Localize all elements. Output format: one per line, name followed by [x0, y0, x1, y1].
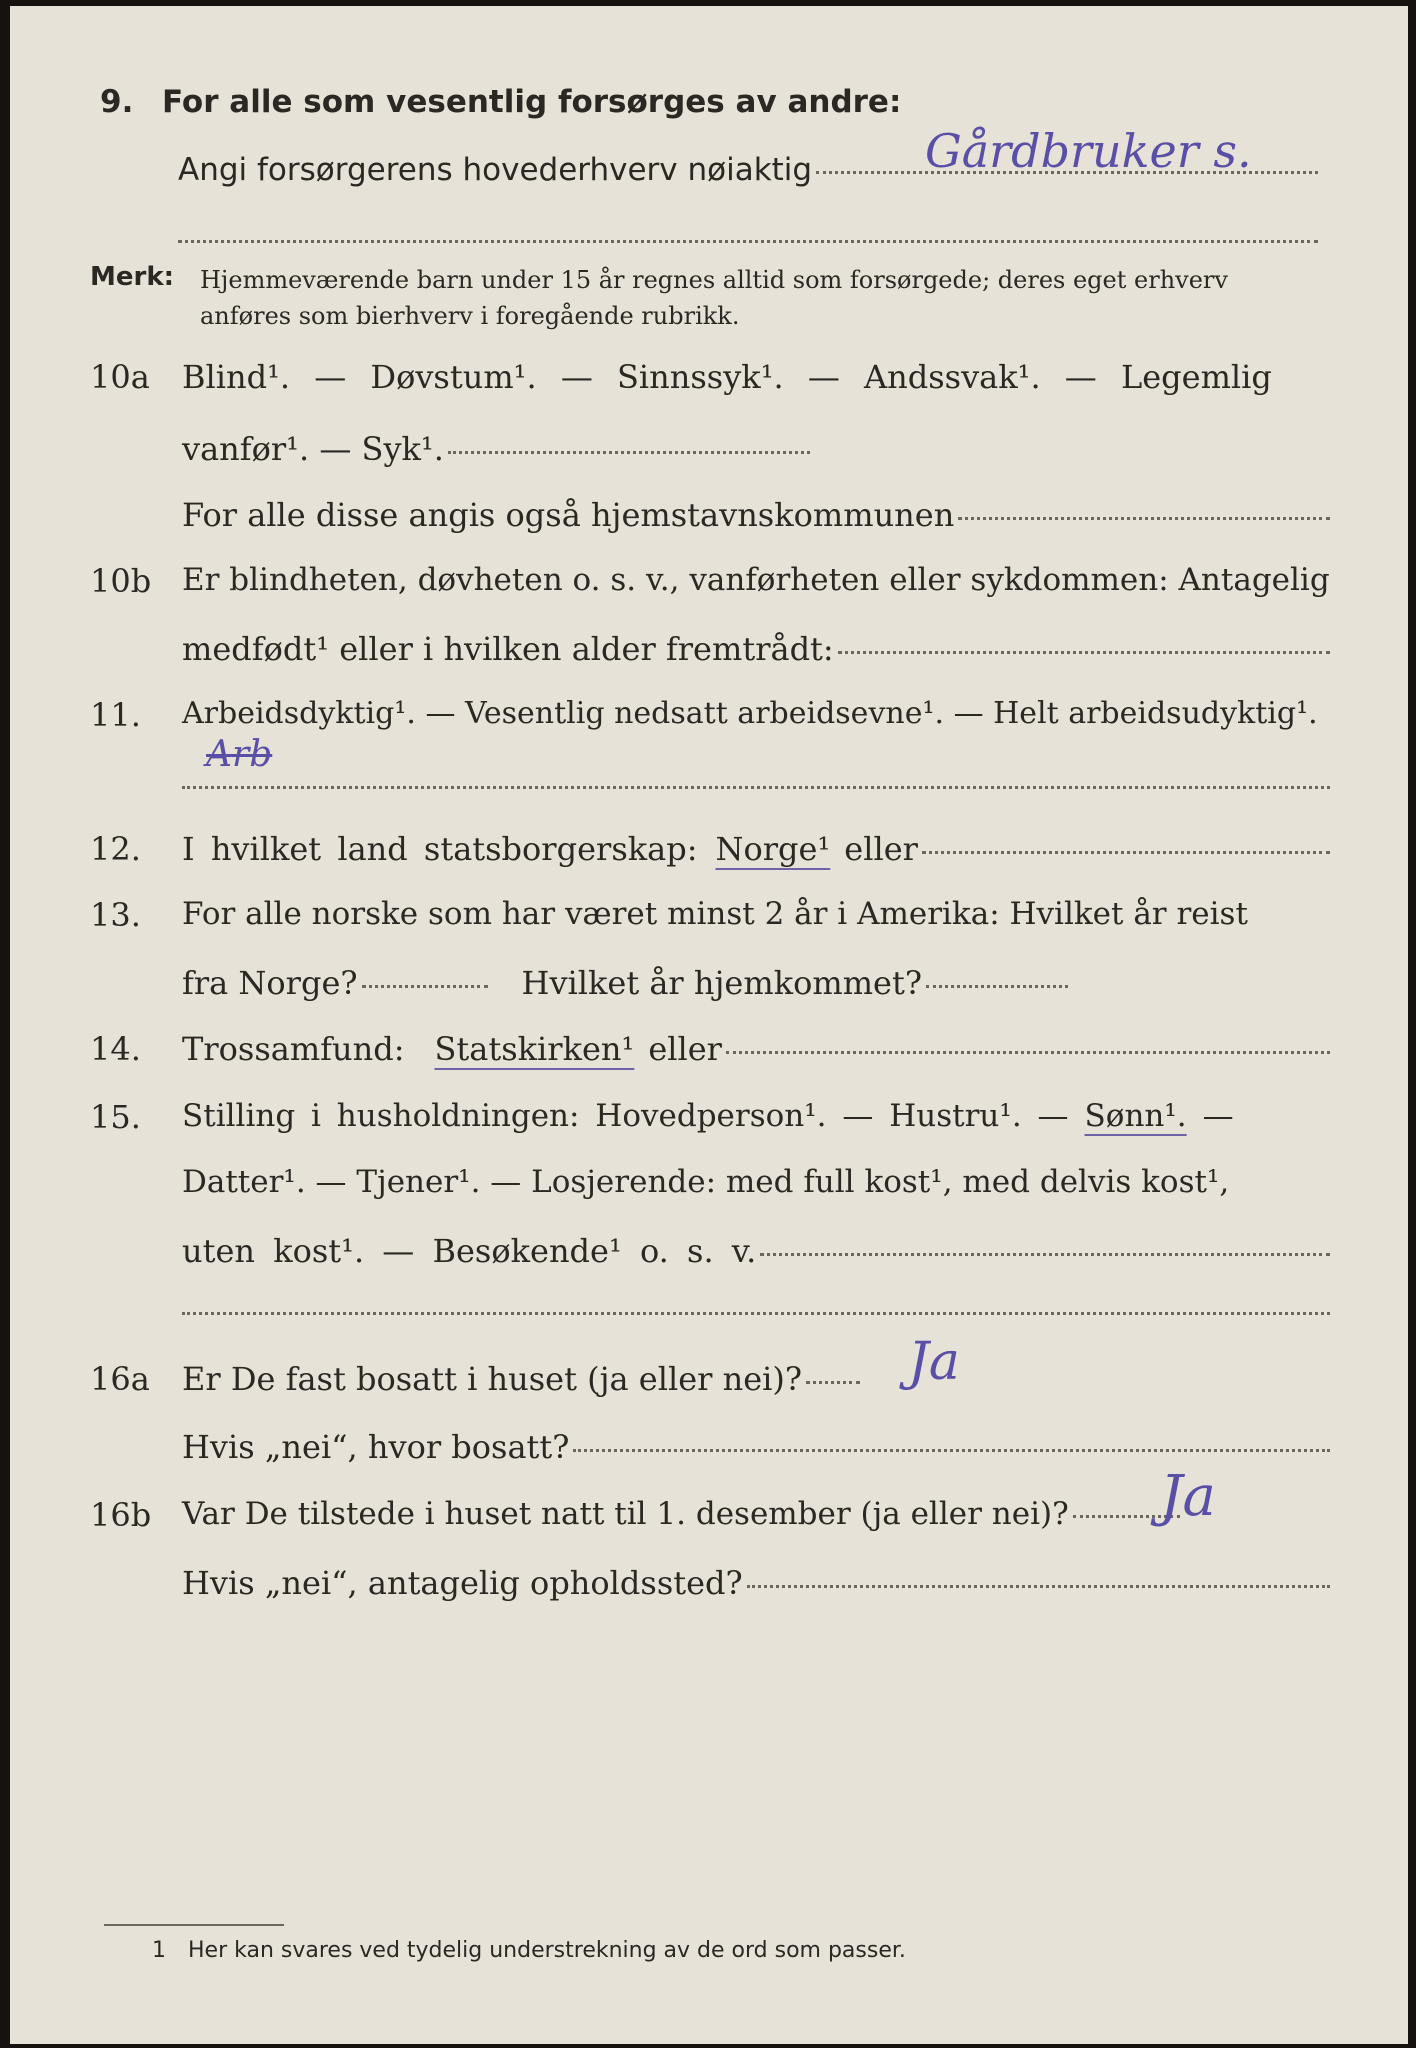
q16b-whereabouts: Hvis „nei“, antagelig opholdssted? — [182, 1564, 743, 1602]
q14-row — [10, 1030, 1330, 1068]
q15-dash: — — [1202, 1098, 1234, 1134]
q15-options-cont: uten kost¹. — Besøkende¹ o. s. v. — [182, 1232, 757, 1270]
q12-number: 12. — [90, 830, 141, 868]
q10b-question: Er blindheten, døvheten o. s. v., vanførheten eller sykdommen: Antagelig — [182, 562, 1330, 598]
q9-extra-line — [178, 240, 1318, 243]
q16a-where: Hvis „nei“, hvor bosatt? — [182, 1428, 570, 1466]
q15-number: 15. — [90, 1098, 141, 1136]
census-form-page — [10, 6, 1408, 2044]
q10a-options-cont: vanfør¹. — Syk¹. — [182, 430, 444, 468]
footnote — [10, 1938, 1408, 1963]
q16a-row1 — [10, 1360, 860, 1398]
q16b-whereabouts-line — [747, 1585, 1330, 1588]
q15-answer-line — [760, 1253, 1330, 1256]
q13-number: 13. — [90, 896, 141, 934]
q14-number: 14. — [90, 1030, 141, 1068]
q14-question: Trossamfund: — [182, 1030, 405, 1068]
q9-heading: For alle som vesentlig forsørges av andre: — [162, 84, 902, 120]
footnote-mark: 1 — [152, 1938, 166, 1963]
q12-row — [10, 830, 1330, 868]
q12-question: I hvilket land statsborgerskap: — [182, 830, 698, 868]
q10a-row2 — [10, 430, 810, 468]
q9-number: 9. — [100, 84, 134, 120]
q16a-row2 — [10, 1428, 1330, 1466]
q16a-answer-line — [806, 1381, 860, 1384]
q13-row2 — [10, 964, 1408, 1002]
q16a-question: Er De fast bosatt i huset (ja eller nei)? — [182, 1360, 803, 1398]
q11-row1 — [10, 696, 1408, 734]
q13-departed-line — [362, 985, 488, 988]
q16b-row1 — [10, 1496, 1180, 1532]
q12-option-norge: Norge¹ — [715, 830, 831, 868]
q10b-question-cont: medfødt¹ eller i hvilken alder fremtrådt: — [182, 630, 834, 668]
footnote-text: Her kan svares ved tydelig understrekning av de ord som passer. — [188, 1938, 906, 1963]
q15-row1 — [10, 1098, 1408, 1134]
q13-returned: Hvilket år hjemkommet? — [521, 964, 922, 1002]
q16b-question: Var De tilstede i huset natt til 1. desember (ja eller nei)? — [182, 1496, 1069, 1532]
q9-question: Angi forsørgerens hovederhverv nøiaktig — [178, 152, 813, 188]
q13-row1 — [10, 896, 1408, 932]
q11-options: Arbeidsdyktig¹. — Vesentlig nedsatt arbeidsevne¹. — Helt arbeidsudyktig¹. — [182, 696, 1318, 731]
q16b-number: 16b — [90, 1496, 152, 1534]
q12-suffix: eller — [844, 830, 918, 868]
q16a-number: 16a — [90, 1360, 150, 1398]
q11-handwritten-mark: Arb — [206, 734, 273, 775]
q16a-handwritten-answer: Ja — [908, 1332, 960, 1392]
q13-question: For alle norske som har været minst 2 år i Amerika: Hvilket år reist — [182, 896, 1248, 932]
q9-handwritten-answer: Gårdbruker s. — [925, 124, 1252, 178]
q11-answer-line — [182, 786, 1330, 789]
q16b-handwritten-answer: Ja — [1160, 1464, 1216, 1529]
q10b-number: 10b — [90, 562, 152, 600]
q14-answer-line — [726, 1051, 1330, 1054]
q10a-row3 — [10, 496, 1330, 534]
merk-line2: anføres som bierhverv i foregående rubrikk. — [200, 302, 740, 330]
q10a-options: Blind¹. — Døvstum¹. — Sinnssyk¹. — Andssvak¹. — Legemlig — [182, 358, 1272, 396]
q15-row2 — [10, 1164, 1408, 1200]
q15-extra-line — [182, 1312, 1330, 1315]
q13-departed: fra Norge? — [182, 964, 358, 1002]
q15-row3 — [10, 1232, 1330, 1270]
q14-suffix: eller — [648, 1030, 722, 1068]
q15-question: Stilling i husholdningen: Hovedperson¹. — Hustru¹. — — [182, 1098, 1069, 1134]
q16b-row2 — [10, 1564, 1330, 1602]
q10a-number: 10a — [90, 358, 150, 396]
q10a-answer-line — [448, 451, 810, 454]
footnote-rule — [104, 1924, 284, 1926]
q16a-where-line — [573, 1449, 1330, 1452]
q9-row1 — [10, 84, 1408, 120]
q11-number: 11. — [90, 696, 141, 734]
q13-returned-line — [926, 985, 1068, 988]
q10b-row2 — [10, 630, 1330, 668]
merk-label: Merk: — [90, 262, 175, 292]
q10b-answer-line — [838, 651, 1330, 654]
q12-answer-line — [922, 851, 1330, 854]
q15-option-sonn: Sønn¹. — [1084, 1098, 1187, 1134]
q10b-row1 — [10, 562, 1408, 598]
q14-option-statskirken: Statskirken¹ — [434, 1030, 635, 1068]
merk-line1: Hjemmeværende barn under 15 år regnes alltid som forsørgede; deres eget erhverv — [200, 266, 1228, 294]
q15-options: Datter¹. — Tjener¹. — Losjerende: med full kost¹, med delvis kost¹, — [182, 1164, 1230, 1200]
q10a-home-municipality: For alle disse angis også hjemstavnskommunen — [182, 496, 955, 534]
q10a-row1 — [10, 358, 1408, 396]
q10a-municipality-line — [958, 517, 1330, 520]
